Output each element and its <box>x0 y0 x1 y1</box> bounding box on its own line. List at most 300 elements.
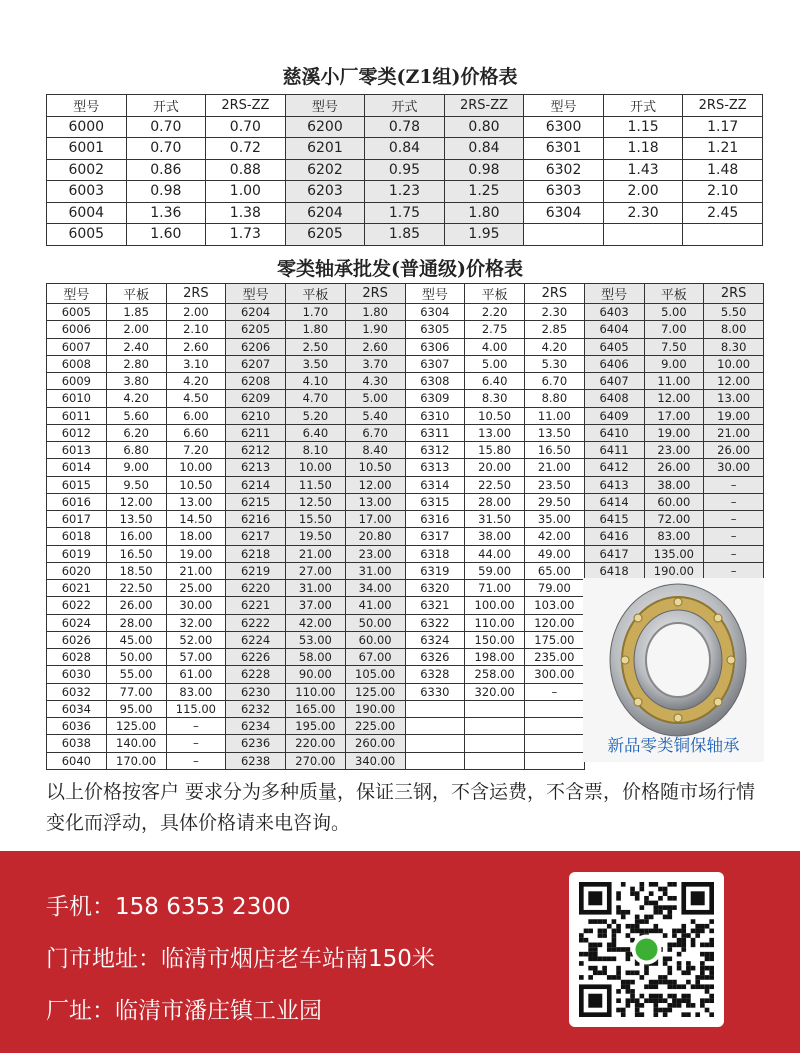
table-cell: 0.98 <box>126 181 206 203</box>
table-cell: 6232 <box>226 700 286 717</box>
table-cell: 1.23 <box>365 181 445 203</box>
table-cell: 6414 <box>584 493 644 510</box>
table-cell: 6202 <box>285 159 365 181</box>
table-cell: 13.00 <box>465 424 525 441</box>
table-cell: – <box>704 476 764 493</box>
table-cell: 13.00 <box>166 493 226 510</box>
table-cell: 34.00 <box>345 580 405 597</box>
table-cell: 15.80 <box>465 442 525 459</box>
table-cell: 12.00 <box>644 390 704 407</box>
table-cell: 1.21 <box>683 138 763 160</box>
table-row <box>47 181 763 203</box>
table-cell: 6236 <box>226 735 286 752</box>
table-cell: 71.00 <box>465 580 525 597</box>
table-cell: 12.00 <box>106 493 166 510</box>
table-cell: 60.00 <box>644 493 704 510</box>
table-cell: 28.00 <box>465 493 525 510</box>
table-cell: 0.78 <box>365 116 445 138</box>
table-cell: 6228 <box>226 666 286 683</box>
table-cell: 6001 <box>47 138 127 160</box>
table-cell: 6318 <box>405 545 465 562</box>
table-cell: 6407 <box>584 373 644 390</box>
table-cell: 6210 <box>226 407 286 424</box>
table-cell: 6021 <box>47 580 107 597</box>
table-cell: 6312 <box>405 442 465 459</box>
table-cell: 59.00 <box>465 562 525 579</box>
table-cell: 25.00 <box>166 580 226 597</box>
table-cell: 6413 <box>584 476 644 493</box>
table-cell: 42.00 <box>286 614 346 631</box>
table-cell: 42.00 <box>525 528 585 545</box>
table-cell: 2.20 <box>465 304 525 321</box>
table-cell <box>524 224 604 246</box>
table-cell: 37.00 <box>286 597 346 614</box>
table-cell: 6311 <box>405 424 465 441</box>
table-cell: 6005 <box>47 304 107 321</box>
table-cell: 300.00 <box>525 666 585 683</box>
table-cell: 18.50 <box>106 562 166 579</box>
table-cell: 6409 <box>584 407 644 424</box>
table-cell: 0.86 <box>126 159 206 181</box>
table-cell: – <box>166 735 226 752</box>
price-note: 以上价格按客户 要求分为多种质量，保证三钢，不含运费，不含票，价格随市场行情变化而浮动，具体价格请来电咨询。 <box>46 781 756 834</box>
table-cell: 26.00 <box>106 597 166 614</box>
table-cell: 50.00 <box>345 614 405 631</box>
table-cell: 115.00 <box>166 700 226 717</box>
table-cell: 0.84 <box>365 138 445 160</box>
table-cell: 10.50 <box>166 476 226 493</box>
table-cell: – <box>704 562 764 579</box>
table-cell: 22.50 <box>465 476 525 493</box>
table-cell: 6301 <box>524 138 604 160</box>
table-cell: 18.00 <box>166 528 226 545</box>
table-cell <box>525 718 585 735</box>
table-cell: 6036 <box>47 718 107 735</box>
table-cell: 2.10 <box>683 181 763 203</box>
table-cell: 6405 <box>584 338 644 355</box>
table-cell: – <box>704 511 764 528</box>
header-cell: 2RS <box>166 284 226 304</box>
table-cell: 6415 <box>584 511 644 528</box>
table-cell: 13.50 <box>106 511 166 528</box>
table-cell: 110.00 <box>465 614 525 631</box>
table-cell: 8.80 <box>525 390 585 407</box>
table-row <box>47 407 764 424</box>
table-cell: 1.80 <box>444 202 524 224</box>
header-cell: 2RS <box>345 284 405 304</box>
table-cell: 28.00 <box>106 614 166 631</box>
table-cell: 20.00 <box>465 459 525 476</box>
table-cell: 0.98 <box>444 159 524 181</box>
table-cell: 1.80 <box>286 321 346 338</box>
table-cell: 0.70 <box>206 116 286 138</box>
table-cell: 55.00 <box>106 666 166 683</box>
table-cell: 6307 <box>405 355 465 372</box>
table-cell: 13.00 <box>345 493 405 510</box>
table-cell: 6034 <box>47 700 107 717</box>
table-cell: 17.00 <box>345 511 405 528</box>
table-cell: 6017 <box>47 511 107 528</box>
table-row <box>47 528 764 545</box>
table-row <box>47 338 764 355</box>
table-row <box>47 355 764 372</box>
table-cell: 170.00 <box>106 752 166 769</box>
table-cell: 0.70 <box>126 138 206 160</box>
table-cell: 1.00 <box>206 181 286 203</box>
table-cell: 6234 <box>226 718 286 735</box>
table-cell: 6.60 <box>166 424 226 441</box>
table-header <box>47 284 764 304</box>
table-cell: 6011 <box>47 407 107 424</box>
table-cell: 1.73 <box>206 224 286 246</box>
table-cell: 320.00 <box>465 683 525 700</box>
store-address-text: 门市地址：临清市烟店老车站南150米 <box>46 946 435 972</box>
table-cell: 6.70 <box>345 424 405 441</box>
table-cell: 8.30 <box>704 338 764 355</box>
table-cell: 21.00 <box>525 459 585 476</box>
table-cell: 6303 <box>524 181 604 203</box>
table-cell: 4.10 <box>286 373 346 390</box>
table-cell: 6200 <box>285 116 365 138</box>
table-cell: 19.50 <box>286 528 346 545</box>
table-cell: 1.38 <box>206 202 286 224</box>
table-cell: 0.95 <box>365 159 445 181</box>
table-cell: 8.10 <box>286 442 346 459</box>
table-cell: 6218 <box>226 545 286 562</box>
header-cell: 平板 <box>106 284 166 304</box>
price-table-z1 <box>46 94 763 246</box>
table-cell: 6206 <box>226 338 286 355</box>
table-cell: 38.00 <box>465 528 525 545</box>
table-cell: 100.00 <box>465 597 525 614</box>
table-cell: 270.00 <box>286 752 346 769</box>
table-cell: 1.70 <box>286 304 346 321</box>
table-cell: 150.00 <box>465 631 525 648</box>
table-cell: 15.50 <box>286 511 346 528</box>
table-cell: 2.80 <box>106 355 166 372</box>
table-cell: 6203 <box>285 181 365 203</box>
table-cell: 6.40 <box>286 424 346 441</box>
table-cell: 6230 <box>226 683 286 700</box>
table-cell: 6411 <box>584 442 644 459</box>
table-cell: 120.00 <box>525 614 585 631</box>
table1-title: 慈溪小厂零类(Z1组)价格表 <box>282 66 518 88</box>
table-cell: 6217 <box>226 528 286 545</box>
table-cell: 26.00 <box>644 459 704 476</box>
table-cell: 6408 <box>584 390 644 407</box>
table-cell: 1.18 <box>603 138 683 160</box>
table-cell: 6020 <box>47 562 107 579</box>
table-cell: 31.00 <box>345 562 405 579</box>
header-cell: 2RS <box>525 284 585 304</box>
table-cell: 32.00 <box>166 614 226 631</box>
table-cell: 6008 <box>47 355 107 372</box>
table-cell: 6304 <box>405 304 465 321</box>
header-cell: 型号 <box>285 95 365 117</box>
table-cell: 2.85 <box>525 321 585 338</box>
table-cell: 6309 <box>405 390 465 407</box>
table-cell: 6204 <box>226 304 286 321</box>
table-cell: 1.25 <box>444 181 524 203</box>
table-cell <box>465 700 525 717</box>
table-cell: 6417 <box>584 545 644 562</box>
table-cell: 79.00 <box>525 580 585 597</box>
header-cell: 开式 <box>126 95 206 117</box>
table-row <box>47 511 764 528</box>
table-row <box>47 304 764 321</box>
table-cell <box>405 735 465 752</box>
table-cell: 53.00 <box>286 631 346 648</box>
table-cell: 6418 <box>584 562 644 579</box>
header-cell: 开式 <box>603 95 683 117</box>
table-cell: 6211 <box>226 424 286 441</box>
table-cell: 6016 <box>47 493 107 510</box>
table-cell: 6010 <box>47 390 107 407</box>
table-cell: – <box>704 528 764 545</box>
table-cell: 21.00 <box>704 424 764 441</box>
table-cell: 6326 <box>405 649 465 666</box>
table-cell: 52.00 <box>166 631 226 648</box>
table-row <box>47 373 764 390</box>
table-cell: 220.00 <box>286 735 346 752</box>
table-cell: 6212 <box>226 442 286 459</box>
table-cell: 4.20 <box>166 373 226 390</box>
table-cell: 6308 <box>405 373 465 390</box>
table-cell: 41.00 <box>345 597 405 614</box>
factory-address-text: 厂址：临清市潘庄镇工业园 <box>46 998 322 1024</box>
table-cell: 6007 <box>47 338 107 355</box>
table-cell: 12.00 <box>704 373 764 390</box>
table-cell: 0.70 <box>126 116 206 138</box>
table-cell: 2.75 <box>465 321 525 338</box>
table-cell: 6013 <box>47 442 107 459</box>
table-cell: 21.00 <box>166 562 226 579</box>
table-cell: 6403 <box>584 304 644 321</box>
table-cell: 60.00 <box>345 631 405 648</box>
table-cell: 11.50 <box>286 476 346 493</box>
table-cell: 165.00 <box>286 700 346 717</box>
table-cell: 2.00 <box>603 181 683 203</box>
table-cell: 19.00 <box>644 424 704 441</box>
table-cell: 3.80 <box>106 373 166 390</box>
table-cell: 14.50 <box>166 511 226 528</box>
table-cell: 6012 <box>47 424 107 441</box>
table-cell: 6320 <box>405 580 465 597</box>
table-cell: 12.00 <box>345 476 405 493</box>
table-row <box>47 116 763 138</box>
table-cell: 11.00 <box>644 373 704 390</box>
table-cell: 16.00 <box>106 528 166 545</box>
header-cell: 型号 <box>524 95 604 117</box>
header-cell: 平板 <box>465 284 525 304</box>
table-cell: 30.00 <box>166 597 226 614</box>
table-cell: 1.80 <box>345 304 405 321</box>
table-cell: 6204 <box>285 202 365 224</box>
table-cell: 1.85 <box>106 304 166 321</box>
table-cell: 6205 <box>285 224 365 246</box>
table-cell: 10.50 <box>465 407 525 424</box>
table-cell: 110.00 <box>286 683 346 700</box>
header-cell: 2RS <box>704 284 764 304</box>
table-cell: 2.00 <box>106 321 166 338</box>
table-cell: 5.00 <box>644 304 704 321</box>
table-cell: 65.00 <box>525 562 585 579</box>
table-cell: 6224 <box>226 631 286 648</box>
table-cell: 22.50 <box>106 580 166 597</box>
bearing-photo <box>583 578 764 762</box>
table-cell: – <box>704 493 764 510</box>
table-cell: 6208 <box>226 373 286 390</box>
table-cell <box>465 752 525 769</box>
table-cell: 5.50 <box>704 304 764 321</box>
table-cell: 31.00 <box>286 580 346 597</box>
table-cell: 6030 <box>47 666 107 683</box>
table-row <box>47 459 764 476</box>
table-cell: 6032 <box>47 683 107 700</box>
table-cell: 6040 <box>47 752 107 769</box>
table-cell: 38.00 <box>644 476 704 493</box>
table-cell: 6201 <box>285 138 365 160</box>
table-cell: – <box>166 752 226 769</box>
table-cell: 1.15 <box>603 116 683 138</box>
table-cell: 2.30 <box>603 202 683 224</box>
table-cell: 6321 <box>405 597 465 614</box>
table-cell: 12.50 <box>286 493 346 510</box>
table-cell: 10.50 <box>345 459 405 476</box>
table-cell: 6406 <box>584 355 644 372</box>
table-cell: 67.00 <box>345 649 405 666</box>
table-cell: 1.85 <box>365 224 445 246</box>
table-row <box>47 390 764 407</box>
table-cell <box>405 752 465 769</box>
table-cell: 27.00 <box>286 562 346 579</box>
table-cell <box>525 700 585 717</box>
table-cell: 3.70 <box>345 355 405 372</box>
table-cell: 6009 <box>47 373 107 390</box>
table-cell: 6.40 <box>465 373 525 390</box>
table-cell: 2.60 <box>345 338 405 355</box>
table-cell: 19.00 <box>166 545 226 562</box>
table-cell: 8.40 <box>345 442 405 459</box>
photo-caption: 新品零类铜保轴承 <box>607 736 740 755</box>
table-header <box>47 95 763 117</box>
table-cell: 6220 <box>226 580 286 597</box>
table-cell: 83.00 <box>644 528 704 545</box>
table-cell: 3.10 <box>166 355 226 372</box>
table-cell: 6205 <box>226 321 286 338</box>
table-cell: – <box>166 718 226 735</box>
table-cell: 7.50 <box>644 338 704 355</box>
table-cell: 8.00 <box>704 321 764 338</box>
table-cell: 105.00 <box>345 666 405 683</box>
header-cell: 型号 <box>405 284 465 304</box>
table-cell: 23.00 <box>644 442 704 459</box>
table-cell: 103.00 <box>525 597 585 614</box>
table-cell: 6412 <box>584 459 644 476</box>
table-cell: 190.00 <box>345 700 405 717</box>
table-cell: 6324 <box>405 631 465 648</box>
table-cell: 235.00 <box>525 649 585 666</box>
table-cell: 6002 <box>47 159 127 181</box>
table-cell: 26.00 <box>704 442 764 459</box>
table-cell: 6038 <box>47 735 107 752</box>
table-cell: 6319 <box>405 562 465 579</box>
table-cell: 6226 <box>226 649 286 666</box>
table-cell: 23.50 <box>525 476 585 493</box>
table-cell: 83.00 <box>166 683 226 700</box>
table-cell: 2.00 <box>166 304 226 321</box>
table-cell: 198.00 <box>465 649 525 666</box>
table-cell: 6317 <box>405 528 465 545</box>
table-cell: 6219 <box>226 562 286 579</box>
table-cell: 11.00 <box>525 407 585 424</box>
table-cell: 49.00 <box>525 545 585 562</box>
table-cell: 6.00 <box>166 407 226 424</box>
header-cell: 型号 <box>584 284 644 304</box>
table-cell: 6018 <box>47 528 107 545</box>
phone-text: 手机：158 6353 2300 <box>46 894 291 920</box>
table-row <box>47 545 764 562</box>
table-cell: 1.48 <box>683 159 763 181</box>
table-cell: 9.00 <box>644 355 704 372</box>
table-cell: 95.00 <box>106 700 166 717</box>
table-cell: 4.20 <box>525 338 585 355</box>
table-cell: 20.80 <box>345 528 405 545</box>
table-cell: 13.00 <box>704 390 764 407</box>
table-cell: 61.00 <box>166 666 226 683</box>
table-row <box>47 224 763 246</box>
table-cell: 6006 <box>47 321 107 338</box>
table-cell: 58.00 <box>286 649 346 666</box>
table-cell: 10.00 <box>704 355 764 372</box>
table-cell: 21.00 <box>286 545 346 562</box>
table-cell <box>465 735 525 752</box>
table-cell: 13.50 <box>525 424 585 441</box>
table-cell: 4.00 <box>465 338 525 355</box>
table-cell: 1.75 <box>365 202 445 224</box>
table-row <box>47 138 763 160</box>
table-cell: 72.00 <box>644 511 704 528</box>
table-row <box>47 321 764 338</box>
table-cell: 6014 <box>47 459 107 476</box>
table-cell: 6215 <box>226 493 286 510</box>
table-cell: 6300 <box>524 116 604 138</box>
table-cell: 57.00 <box>166 649 226 666</box>
table-cell: 4.30 <box>345 373 405 390</box>
table-cell: 6416 <box>584 528 644 545</box>
table-row <box>47 202 763 224</box>
table-cell: 7.00 <box>644 321 704 338</box>
table-cell: 195.00 <box>286 718 346 735</box>
table-cell: 5.00 <box>465 355 525 372</box>
table-cell: 6314 <box>405 476 465 493</box>
table-cell: 6305 <box>405 321 465 338</box>
table-cell: 4.20 <box>106 390 166 407</box>
table-cell: 5.30 <box>525 355 585 372</box>
wechat-qr-code-icon <box>569 872 724 1027</box>
table-cell: 23.00 <box>345 545 405 562</box>
table-cell: 3.50 <box>286 355 346 372</box>
table-cell: 35.00 <box>525 511 585 528</box>
table-cell: 4.50 <box>166 390 226 407</box>
table-cell: 8.30 <box>465 390 525 407</box>
table-row <box>47 476 764 493</box>
table-cell <box>603 224 683 246</box>
header-cell: 型号 <box>47 284 107 304</box>
table-cell: 6.70 <box>525 373 585 390</box>
table-row <box>47 493 764 510</box>
table-cell: 6404 <box>584 321 644 338</box>
